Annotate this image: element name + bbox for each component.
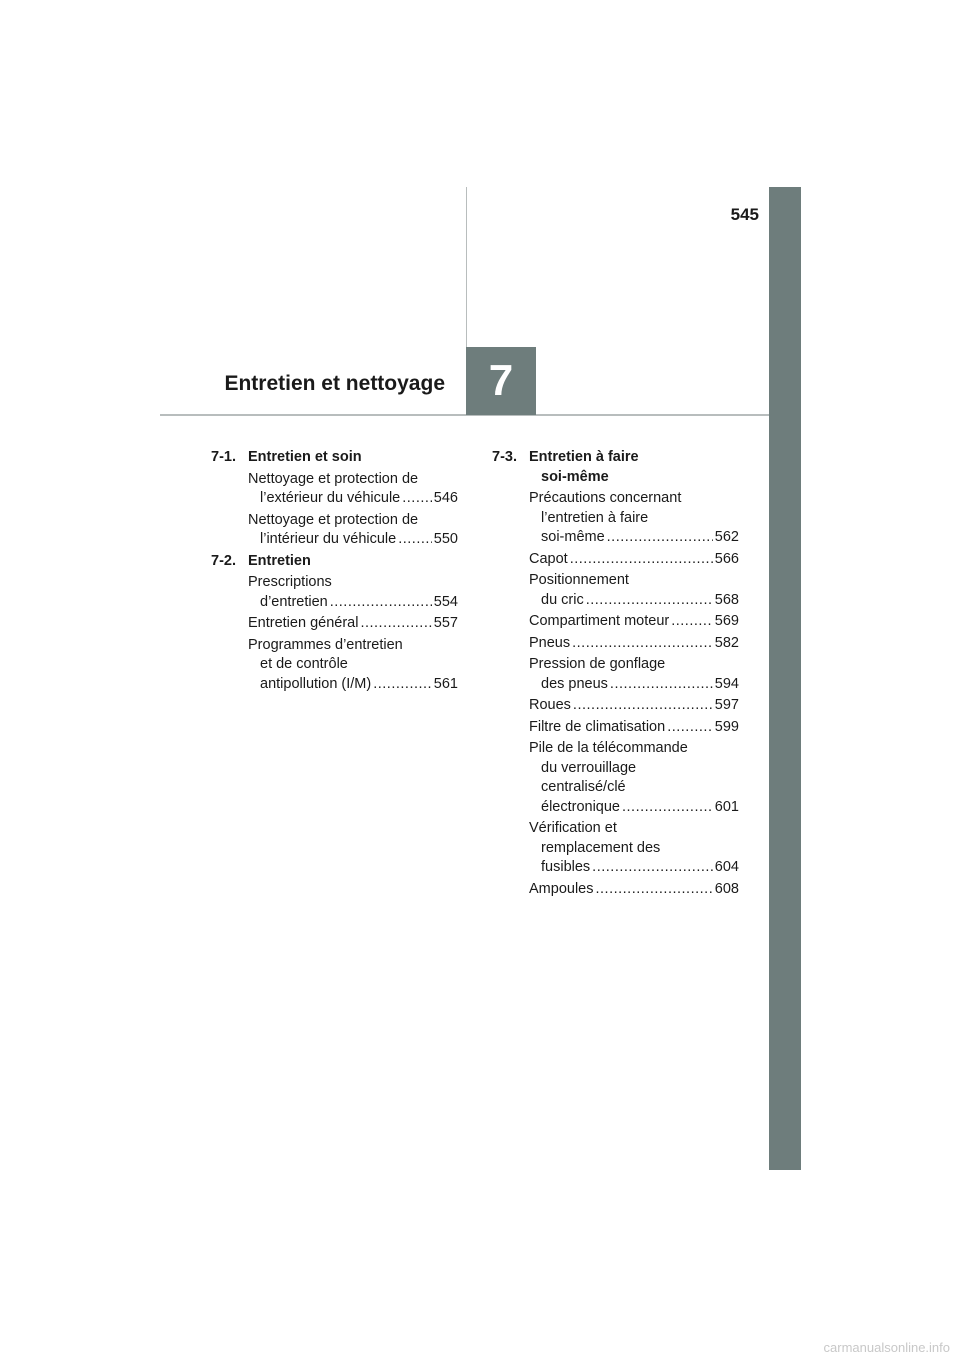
- dot-leader: [595, 880, 712, 900]
- section-number: 7-1.: [211, 449, 236, 465]
- entry-text-line: du verrouillage: [541, 759, 637, 776]
- entry-page-number: 608: [714, 880, 739, 897]
- entry-page-number: 597: [714, 697, 739, 713]
- toc-entry[interactable]: [529, 696, 739, 716]
- entry-text-line: Nettoyage et protection de: [248, 470, 419, 487]
- section-title-line: Entretien et soin: [248, 449, 362, 465]
- section-title: [248, 552, 311, 572]
- toc-entry[interactable]: [529, 739, 739, 817]
- entry-text-line: Ampoules: [529, 880, 594, 897]
- section-heading: [492, 448, 739, 487]
- chapter-side-tab: [769, 187, 801, 1170]
- dot-leader: [573, 696, 713, 716]
- toc-section: [211, 448, 458, 550]
- dot-leader: [402, 489, 432, 509]
- entry-page-number: 568: [714, 591, 739, 608]
- entry-text-line: Positionnement: [529, 572, 629, 588]
- toc-column-right: [492, 448, 739, 899]
- toc-entry[interactable]: [248, 636, 458, 695]
- page-number: 545: [730, 205, 759, 224]
- section-heading: [211, 552, 458, 572]
- entry-page-number: 546: [433, 490, 458, 506]
- entry-text-line: Pression de gonflage: [529, 656, 666, 672]
- section-title-line: soi-même: [541, 468, 609, 485]
- dot-leader: [667, 718, 713, 738]
- entry-text-line: des pneus: [541, 675, 608, 692]
- entry-text-line: d’entretien: [260, 593, 328, 610]
- toc-column-left: [211, 448, 458, 694]
- entry-text-line: Programmes d’entretien: [248, 636, 403, 653]
- entry-text-line: l’intérieur du véhicule: [260, 531, 397, 547]
- entry-text-line: électronique: [541, 798, 620, 815]
- entry-text-line: remplacement des: [541, 839, 661, 856]
- entry-text-line: et de contrôle: [260, 656, 348, 672]
- entry-text-line: Nettoyage et protection de: [248, 511, 419, 528]
- toc-entry[interactable]: [529, 550, 739, 570]
- section-title: [529, 448, 639, 487]
- dot-leader: [592, 858, 713, 878]
- entry-text-line: Pile de la télécommande: [529, 740, 688, 756]
- dot-leader: [607, 528, 713, 548]
- dot-leader: [572, 634, 713, 654]
- chapter-title: Entretien et nettoyage: [224, 372, 445, 395]
- entry-text-line: Pneus: [529, 634, 571, 651]
- toc-section: [492, 448, 739, 899]
- section-title: [248, 448, 362, 468]
- toc-entry[interactable]: [529, 634, 739, 654]
- entry-page-number: 569: [714, 613, 739, 629]
- entry-page-number: 561: [433, 675, 458, 692]
- entry-text-line: Filtre de climatisation: [529, 718, 666, 735]
- entry-page-number: 604: [714, 859, 739, 875]
- toc-entry[interactable]: [529, 718, 739, 738]
- dot-leader: [586, 591, 713, 611]
- entry-text-line: Entretien général: [248, 615, 359, 631]
- entry-text-line: Vérification et: [529, 820, 617, 836]
- dot-leader: [570, 550, 713, 570]
- entry-page-number: 566: [714, 550, 739, 567]
- toc-entry[interactable]: [529, 612, 739, 632]
- dot-leader: [622, 798, 713, 818]
- section-heading: [211, 448, 458, 468]
- entry-text-line: du cric: [541, 591, 584, 608]
- dot-leader: [360, 614, 431, 634]
- toc-entry[interactable]: [529, 880, 739, 900]
- section-number: 7-2.: [211, 552, 236, 569]
- entry-page-number: 594: [714, 675, 739, 692]
- entry-text-line: soi-même: [541, 529, 605, 545]
- entry-page-number: 554: [433, 593, 458, 610]
- toc-entry[interactable]: [248, 614, 458, 634]
- entry-page-number: 582: [714, 634, 739, 651]
- entry-text-line: Capot: [529, 550, 568, 567]
- dot-leader: [610, 675, 713, 695]
- entry-text-line: Précautions concernant: [529, 490, 682, 506]
- toc-entry[interactable]: [248, 470, 458, 509]
- entry-page-number: 601: [714, 798, 739, 815]
- toc-entry[interactable]: [529, 571, 739, 610]
- entry-page-number: 550: [433, 531, 458, 547]
- dot-leader: [398, 530, 432, 550]
- section-number: 7-3.: [492, 449, 517, 465]
- section-title-line: Entretien à faire: [529, 449, 639, 465]
- chapter-number-box: 7: [466, 347, 536, 415]
- entry-text-line: centralisé/clé: [541, 779, 626, 795]
- entry-text-line: Prescriptions: [248, 574, 332, 590]
- entry-text-line: Roues: [529, 697, 571, 713]
- entry-text-line: antipollution (I/M): [260, 675, 372, 692]
- footer-watermark: [0, 1340, 960, 1358]
- entry-text-line: fusibles: [541, 859, 591, 875]
- header-rule: [160, 414, 769, 416]
- entry-text-line: l’extérieur du véhicule: [260, 490, 401, 506]
- dot-leader: [373, 675, 432, 695]
- dot-leader: [330, 593, 432, 613]
- entry-page-number: 562: [714, 529, 739, 545]
- toc-entry[interactable]: [529, 819, 739, 878]
- toc-entry[interactable]: [248, 573, 458, 612]
- entry-text-line: l’entretien à faire: [541, 509, 649, 526]
- toc-entry[interactable]: [529, 489, 739, 548]
- toc-section: [211, 552, 458, 695]
- footer-text: carmanualsonline.info: [823, 1340, 950, 1355]
- toc-entry[interactable]: [529, 655, 739, 694]
- vertical-divider: [466, 187, 467, 347]
- entry-text-line: Compartiment moteur: [529, 613, 670, 629]
- entry-page-number: 599: [714, 718, 739, 735]
- section-title-line: Entretien: [248, 552, 311, 569]
- entry-page-number: 557: [433, 615, 458, 631]
- dot-leader: [671, 612, 713, 632]
- toc-entry[interactable]: [248, 511, 458, 550]
